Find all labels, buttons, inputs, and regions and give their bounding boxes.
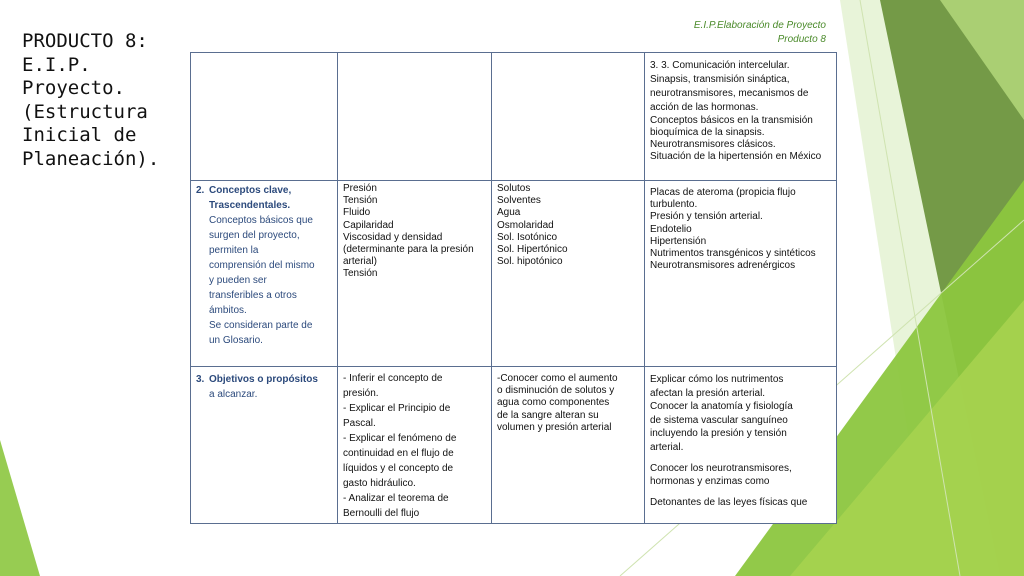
cell-line: turbulento.: [650, 199, 698, 211]
cell-line: permiten la: [209, 245, 259, 256]
table-cell-objectives: [191, 367, 338, 524]
cell-line: - Analizar el teorema de: [343, 493, 449, 504]
cell-line: Placas de ateroma (propicia flujo: [650, 187, 796, 198]
cell-line: (determinante para la presión: [343, 244, 474, 256]
cell-line: un Glosario.: [209, 335, 263, 346]
cell-line: -Conocer como el aumento: [497, 373, 618, 384]
row-title-2: Trascendentales.: [209, 200, 291, 211]
row-number: 2.: [196, 185, 205, 196]
cell-line: Sol. hipotónico: [497, 256, 563, 268]
table-row: [191, 181, 837, 367]
cell-line: Conocer los neurotransmisores,: [650, 462, 792, 474]
cell-line: Hipertensión: [650, 235, 707, 247]
table-cell-empty: [492, 53, 645, 181]
cell-line: Bernoulli del flujo: [343, 508, 420, 519]
cell-line: afectan la presión arterial.: [650, 387, 766, 399]
cell-line: acción de las hormonas.: [650, 102, 759, 113]
cell-line: Pascal.: [343, 418, 376, 429]
table-row: [191, 53, 837, 181]
cell-line: Sol. Isotónico: [497, 231, 558, 243]
cell-line: Conocer la anatomía y fisiología: [650, 401, 793, 413]
table-cell-communication: [645, 53, 837, 181]
header-product-label: Producto 8: [777, 34, 826, 45]
cell-line: Explicar cómo los nutrimentos: [650, 374, 784, 385]
table-cell-empty: [338, 53, 492, 181]
cell-line: de la sangre alteran su: [497, 409, 599, 421]
table-cell-empty: [191, 53, 338, 181]
cell-line: ámbitos.: [209, 305, 247, 316]
cell-line: transferibles a otros: [209, 290, 297, 301]
cell-line: Agua: [497, 207, 521, 219]
cell-line: Se consideran parte de: [209, 320, 313, 331]
cell-line: Osmolaridad: [497, 219, 554, 231]
cell-line: agua como componentes: [497, 397, 610, 409]
cell-line: Endotelio: [650, 223, 692, 235]
cell-line: bioquímica de la sinapsis.: [650, 127, 765, 138]
cell-line: neurotransmisores, mecanismos de: [650, 88, 809, 99]
planning-table: [190, 52, 837, 524]
cell-line: Solventes: [497, 195, 541, 207]
cell-line: Presión y tensión arterial.: [650, 211, 763, 223]
cell-line: arterial.: [650, 441, 684, 453]
table-cell-key-concepts: [191, 181, 338, 367]
cell-line: Detonantes de las leyes físicas que: [650, 496, 808, 508]
table-cell-physics-concepts: [338, 181, 492, 367]
cell-line: Presión: [343, 183, 377, 194]
cell-line: Tensión: [343, 195, 378, 207]
cell-line: Sol. Hipertónico: [497, 244, 568, 256]
table-cell-physics-objectives: [338, 367, 492, 524]
cell-line: 3. 3. Comunicación intercelular.: [650, 60, 790, 71]
header-note: [694, 19, 826, 47]
header-project-label: E.I.P.Elaboración de Proyecto: [693, 20, 826, 31]
table-row: [191, 367, 837, 524]
cell-line: - Explicar el fenómeno de: [343, 433, 457, 444]
cell-line: Sinapsis, transmisión sináptica,: [650, 74, 790, 85]
cell-line: volumen y presión arterial: [497, 421, 612, 433]
cell-line: hormonas y enzimas como: [650, 476, 770, 488]
row-title: Conceptos clave,: [209, 185, 292, 196]
table-cell-chemistry-concepts: [492, 181, 645, 367]
cell-line: arterial): [343, 256, 377, 268]
cell-line: surgen del proyecto,: [209, 230, 300, 241]
cell-line: Solutos: [497, 183, 531, 194]
left-green-strip: [0, 440, 40, 576]
cell-line: - Explicar el Principio de: [343, 403, 451, 414]
cell-line: Neurotransmisores clásicos.: [650, 139, 776, 150]
cell-line: Conceptos básicos que: [209, 215, 313, 226]
cell-line: líquidos y el concepto de: [343, 463, 454, 474]
cell-line: Capilaridad: [343, 219, 394, 231]
table-cell-chemistry-objectives: [492, 367, 645, 524]
table-cell-biology-objectives: [645, 367, 837, 524]
cell-line: Viscosidad y densidad: [343, 231, 443, 243]
cell-line: Fluido: [343, 207, 371, 219]
cell-line: de sistema vascular sanguíneo: [650, 414, 788, 426]
cell-line: o disminución de solutos y: [497, 385, 615, 397]
cell-line: gasto hidráulico.: [343, 478, 416, 489]
row-title: Objetivos o propósitos: [209, 374, 318, 385]
cell-line: continuidad en el flujo de: [343, 448, 454, 459]
cell-line: y pueden ser: [209, 275, 267, 286]
slide-title: PRODUCTO 8: E.I.P. Proyecto. (Estructura Inicial de Planeación).: [22, 30, 160, 170]
table-cell-biology-concepts: [645, 181, 837, 367]
cell-line: Situación de la hipertensión en México: [650, 151, 822, 162]
cell-line: comprensión del mismo: [209, 260, 315, 271]
cell-line: Nutrimentos transgénicos y sintéticos: [650, 248, 816, 260]
row-number: 3.: [196, 374, 205, 385]
cell-line: Neurotransmisores adrenérgicos: [650, 260, 796, 272]
cell-line: - Inferir el concepto de: [343, 373, 443, 384]
cell-line: incluyendo la presión y tensión: [650, 428, 787, 440]
cell-line: Conceptos básicos en la transmisión: [650, 115, 813, 126]
cell-line: presión.: [343, 388, 379, 399]
cell-line: Tensión: [343, 268, 378, 280]
cell-line: a alcanzar.: [209, 389, 258, 400]
